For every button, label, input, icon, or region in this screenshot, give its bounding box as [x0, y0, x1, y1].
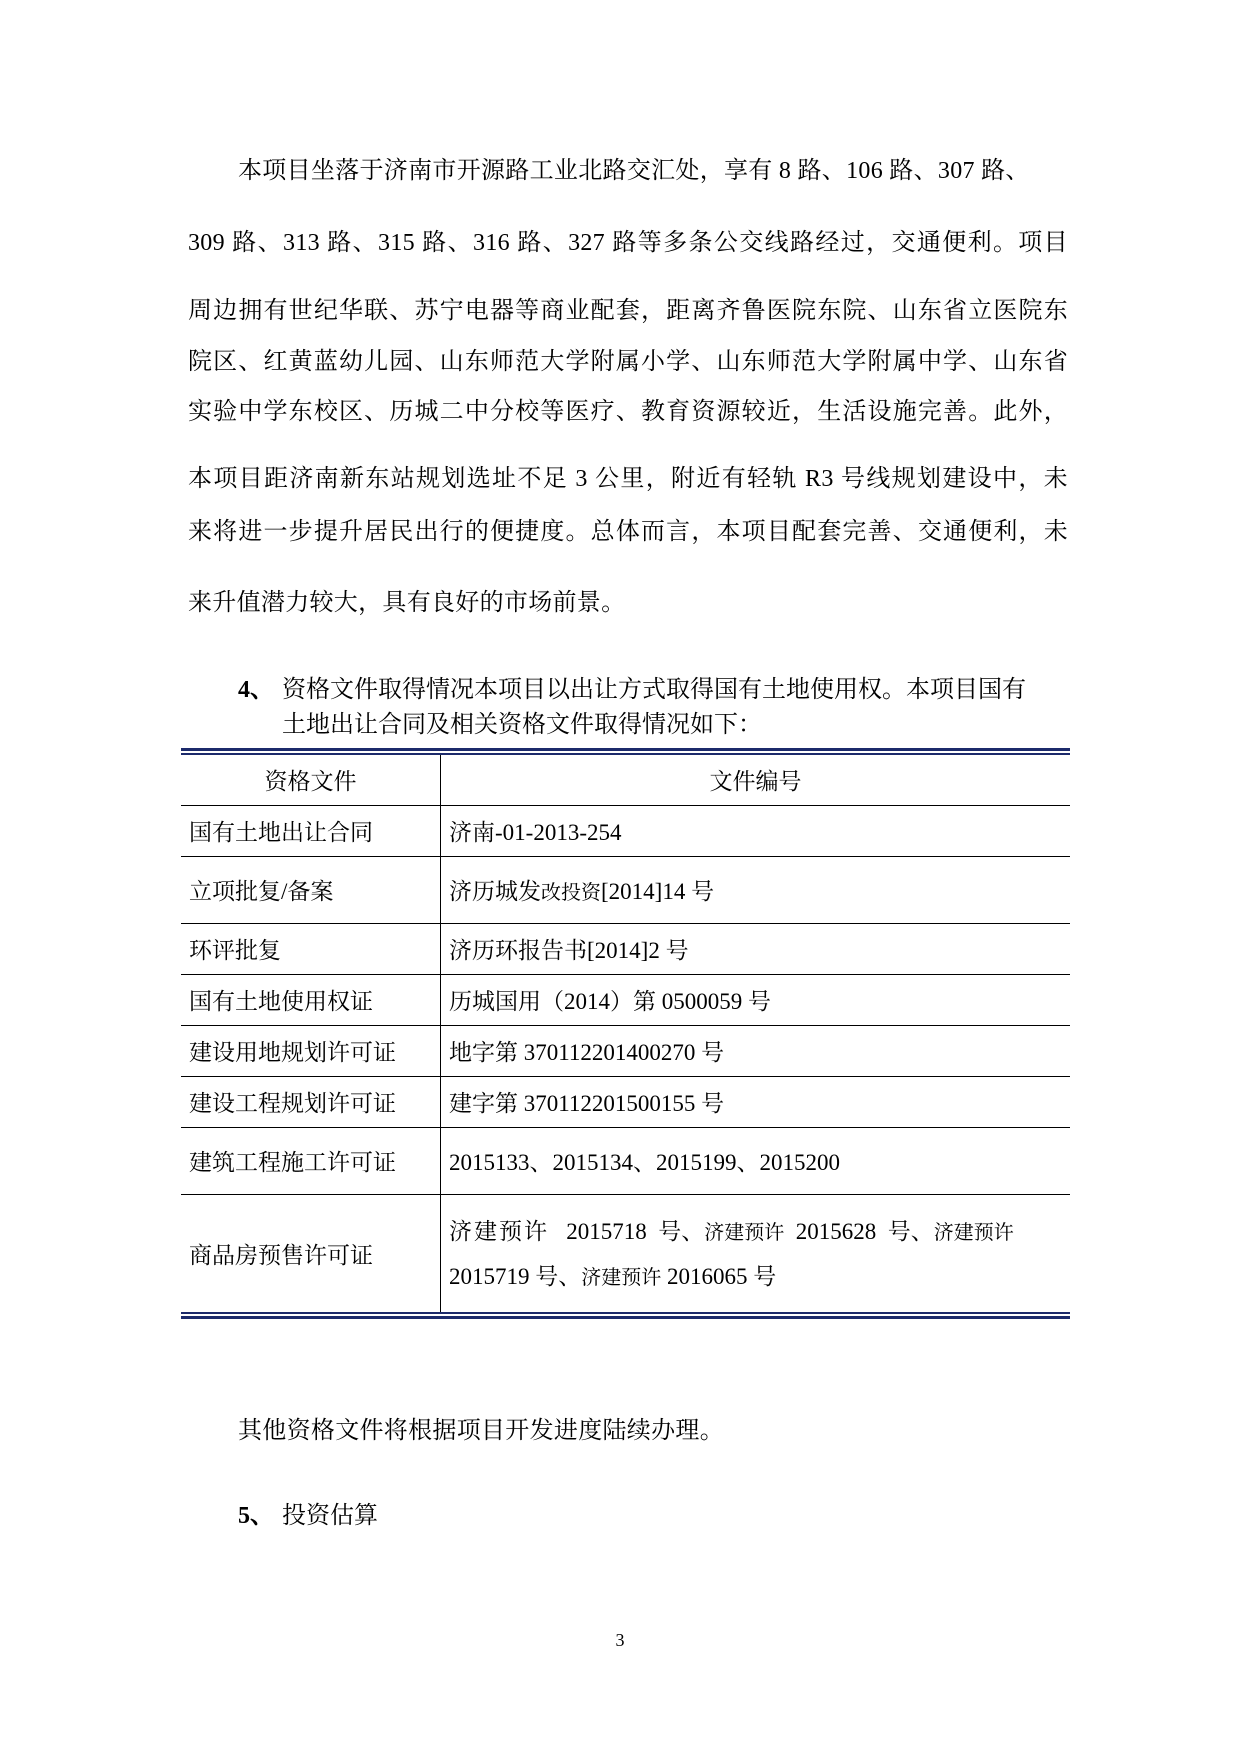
paragraph-line: 实验中学东校区、历城二中分校等医疗、教育资源较近，生活设施完善。此外， [188, 399, 1068, 425]
table-row [181, 805, 1070, 856]
document-number: 济历环报告书[2014]2 号 [441, 923, 1071, 974]
document-number: 历城国用（2014）第 0500059 号 [441, 974, 1071, 1025]
document-number: 2015133、2015134、2015199、2015200 [441, 1127, 1071, 1194]
document-number: 济南-01-2013-254 [441, 805, 1071, 856]
document-name: 商品房预售许可证 [181, 1194, 441, 1312]
section-4-number: 4、 [238, 677, 274, 703]
section-5-number: 5、 [238, 1503, 274, 1529]
paragraph-line: 来将进一步提升居民出行的便捷度。总体而言，本项目配套完善、交通便利，未 [188, 519, 1068, 545]
table-bottom-rule [181, 1316, 1070, 1319]
document-name: 立项批复/备案 [181, 856, 441, 923]
paragraph-line: 本项目坐落于济南市开源路工业北路交汇处，享有 8 路、106 路、307 路、 [238, 158, 1030, 184]
document-number: 地字第 370112201400270 号 [441, 1025, 1071, 1076]
document-name: 国有土地使用权证 [181, 974, 441, 1025]
closing-sentence: 其他资格文件将根据项目开发进度陆续办理。 [238, 1418, 724, 1444]
document-name: 国有土地出让合同 [181, 805, 441, 856]
section-5-title: 投资估算 [282, 1503, 378, 1529]
paragraph-line: 来升值潜力较大，具有良好的市场前景。 [188, 590, 626, 616]
section-4-heading-line: 资格文件取得情况本项目以出让方式取得国有土地使用权。本项目国有 [282, 677, 1026, 703]
table-top-rule [181, 748, 1070, 751]
table-row [181, 974, 1070, 1025]
table-row [181, 923, 1070, 974]
paragraph-line: 309 路、313 路、315 路、316 路、327 路等多条公交线路经过，交通便利。项目 [188, 230, 1068, 256]
page-number: 3 [615, 1630, 625, 1650]
paragraph-line: 院区、红黄蓝幼儿园、山东师范大学附属小学、山东师范大学附属中学、山东省 [188, 349, 1068, 375]
paragraph-line: 周边拥有世纪华联、苏宁电器等商业配套，距离齐鲁医院东院、山东省立医院东 [188, 298, 1068, 324]
table-row [181, 856, 1070, 923]
table-row [181, 1194, 1070, 1312]
table-row [181, 1127, 1070, 1194]
document-name: 建设用地规划许可证 [181, 1025, 441, 1076]
table-header-row [181, 755, 1070, 805]
qualification-table [181, 748, 1070, 1319]
document-name: 建设工程规划许可证 [181, 1076, 441, 1127]
document-number: 济建预许 2015718 号、济建预许 2015628 号、济建预许 2015719 号、济建预许 2016065 号 [449, 1219, 1014, 1290]
column-header: 文件编号 [441, 755, 1071, 805]
document-name: 建筑工程施工许可证 [181, 1127, 441, 1194]
table-row [181, 1076, 1070, 1127]
column-header: 资格文件 [181, 755, 441, 805]
section-4-heading-line: 土地出让合同及相关资格文件取得情况如下： [282, 712, 762, 738]
document-number: 济历城发改投资[2014]14 号 [441, 856, 1071, 923]
table-bottom-rule [181, 1312, 1070, 1314]
document-name: 环评批复 [181, 923, 441, 974]
table-row [181, 1025, 1070, 1076]
paragraph-line: 本项目距济南新东站规划选址不足 3 公里，附近有轻轨 R3 号线规划建设中，未 [188, 466, 1068, 492]
document-number: 建字第 370112201500155 号 [441, 1076, 1071, 1127]
